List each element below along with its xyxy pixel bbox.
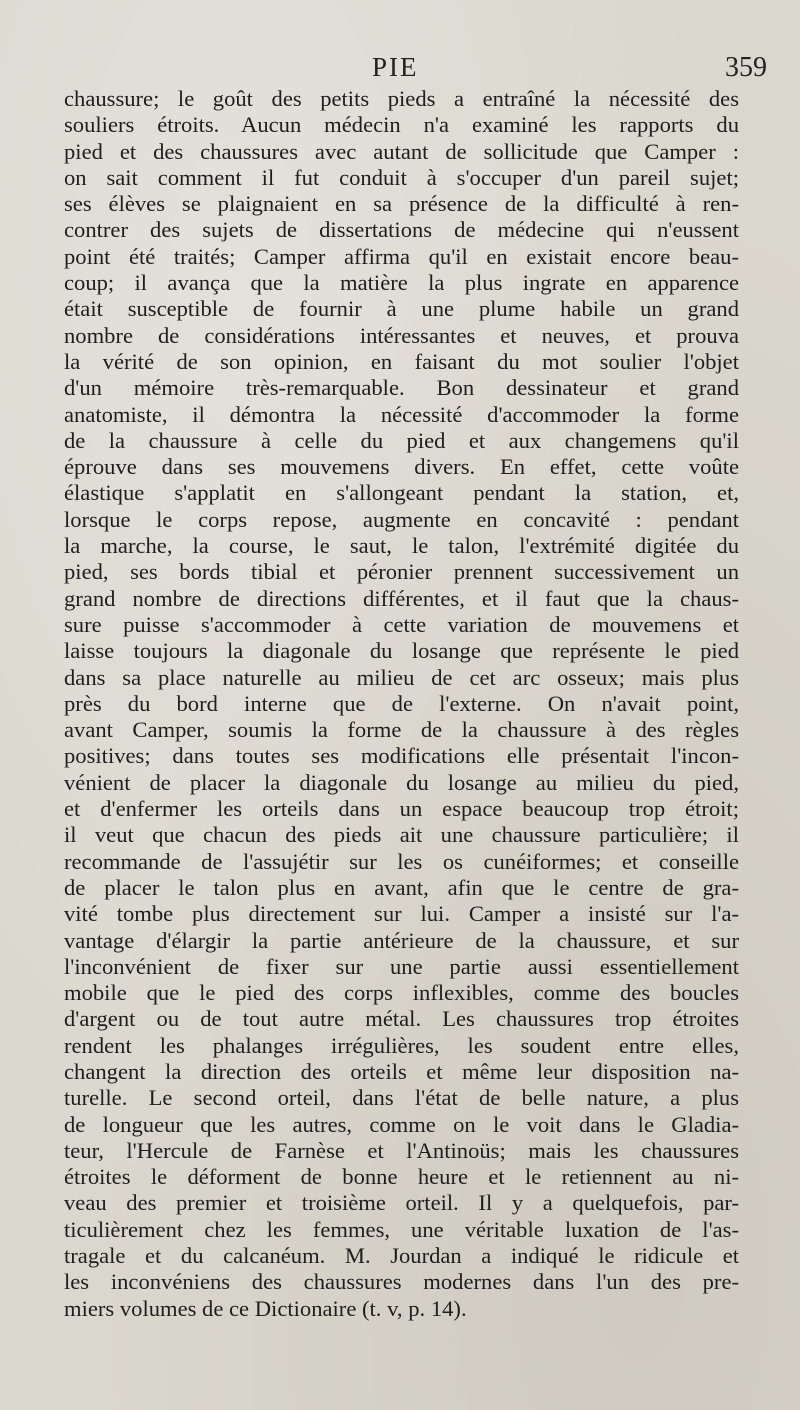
text-line: lorsque le corps repose, augmente en concavité : pendant: [64, 506, 739, 532]
text-line: ses élèves se plaignaient en sa présence de la difficulté à ren-: [64, 191, 739, 217]
text-line: avant Camper, soumis la forme de la chaussure à des règles: [64, 717, 739, 743]
text-line: et d'enfermer les orteils dans un espace beaucoup trop étroit;: [64, 796, 739, 822]
text-line: turelle. Le second orteil, dans l'état de belle nature, a plus: [64, 1085, 739, 1111]
text-line: anatomiste, il démontra la nécessité d'accommoder la forme: [64, 401, 739, 427]
text-line: sure puisse s'accommoder à cette variation de mouvemens et: [64, 611, 739, 637]
text-line: grand nombre de directions différentes, et il faut que la chaus-: [64, 585, 739, 611]
text-line: teur, l'Hercule de Farnèse et l'Antinoüs; mais les chaussures: [64, 1137, 739, 1163]
text-line: mobile que le pied des corps inflexibles, comme des boucles: [64, 980, 739, 1006]
text-line: point été traités; Camper affirma qu'il en existait encore beau-: [64, 243, 739, 269]
text-line: vantage d'élargir la partie antérieure de la chaussure, et sur: [64, 927, 739, 953]
text-line: élastique s'applatit en s'allongeant pendant la station, et,: [64, 480, 739, 506]
text-line: laisse toujours la diagonale du losange que représente le pied: [64, 638, 739, 664]
text-line: veau des premier et troisième orteil. Il y a quelquefois, par-: [64, 1190, 739, 1216]
running-title: PIE: [372, 52, 419, 82]
text-line: de placer le talon plus en avant, afin que le centre de gra-: [64, 874, 739, 900]
text-line: souliers étroits. Aucun médecin n'a examiné les rapports du: [64, 112, 739, 138]
text-line: chaussure; le goût des petits pieds a entraîné la nécessité des: [64, 86, 739, 111]
text-line: vénient de placer la diagonale du losange au milieu du pied,: [64, 769, 739, 795]
text-line: tragale et du calcanéum. M. Jourdan a indiqué le ridicule et: [64, 1243, 739, 1269]
text-line: changent la direction des orteils et même leur disposition na-: [64, 1058, 739, 1084]
text-line: de la chaussure à celle du pied et aux changemens qu'il: [64, 427, 739, 453]
text-line: ticulièrement chez les femmes, une véritable luxation de l'as-: [64, 1216, 739, 1242]
text-line: recommande de l'assujétir sur les os cunéiformes; et conseille: [64, 848, 739, 874]
text-line: les inconvéniens des chaussures modernes dans l'un des pre-: [64, 1269, 739, 1295]
text-line: d'un mémoire très-remarquable. Bon dessinateur et grand: [64, 375, 739, 401]
text-line: vité tombe plus directement sur lui. Camper a insisté sur l'a-: [64, 901, 739, 927]
text-line: nombre de considérations intéressantes et neuves, et prouva: [64, 322, 739, 348]
text-line: pied et des chaussures avec autant de sollicitude que Camper :: [64, 138, 739, 164]
text-line: éprouve dans ses mouvemens divers. En effet, cette voûte: [64, 454, 739, 480]
text-line: d'argent ou de tout autre métal. Les chaussures trop étroites: [64, 1006, 739, 1032]
text-line: la vérité de son opinion, en faisant du mot soulier l'objet: [64, 348, 739, 374]
text-line: positives; dans toutes ses modifications elle présentait l'incon-: [64, 743, 739, 769]
text-line: contrer des sujets de dissertations de médecine qui n'eussent: [64, 217, 739, 243]
text-line: rendent les phalanges irrégulières, les soudent entre elles,: [64, 1032, 739, 1058]
text-line: miers volumes de ce Dictionaire (t. v, p. 14).: [64, 1295, 467, 1321]
text-line: on sait comment il fut conduit à s'occuper d'un pareil sujet;: [64, 164, 739, 190]
text-line: était susceptible de fournir à une plume habile un grand: [64, 296, 739, 322]
text-line: il veut que chacun des pieds ait une chaussure particulière; il: [64, 822, 739, 848]
body-text: [64, 86, 739, 1322]
page-number: 359: [725, 52, 767, 83]
text-line: près du bord interne que de l'externe. On n'avait point,: [64, 690, 739, 716]
text-line: pied, ses bords tibial et péronier prennent successivement un: [64, 559, 739, 585]
text-line: de longueur que les autres, comme on le voit dans le Gladia-: [64, 1111, 739, 1137]
text-line: coup; il avança que la matière la plus ingrate en apparence: [64, 270, 739, 296]
text-line: dans sa place naturelle au milieu de cet arc osseux; mais plus: [64, 664, 739, 690]
running-head: [0, 52, 800, 86]
text-line: la marche, la course, le saut, le talon, l'extrémité digitée du: [64, 533, 739, 559]
text-line: l'inconvénient de fixer sur une partie aussi essentiellement: [64, 953, 739, 979]
text-line: étroites le déforment de bonne heure et le retiennent au ni-: [64, 1164, 739, 1190]
